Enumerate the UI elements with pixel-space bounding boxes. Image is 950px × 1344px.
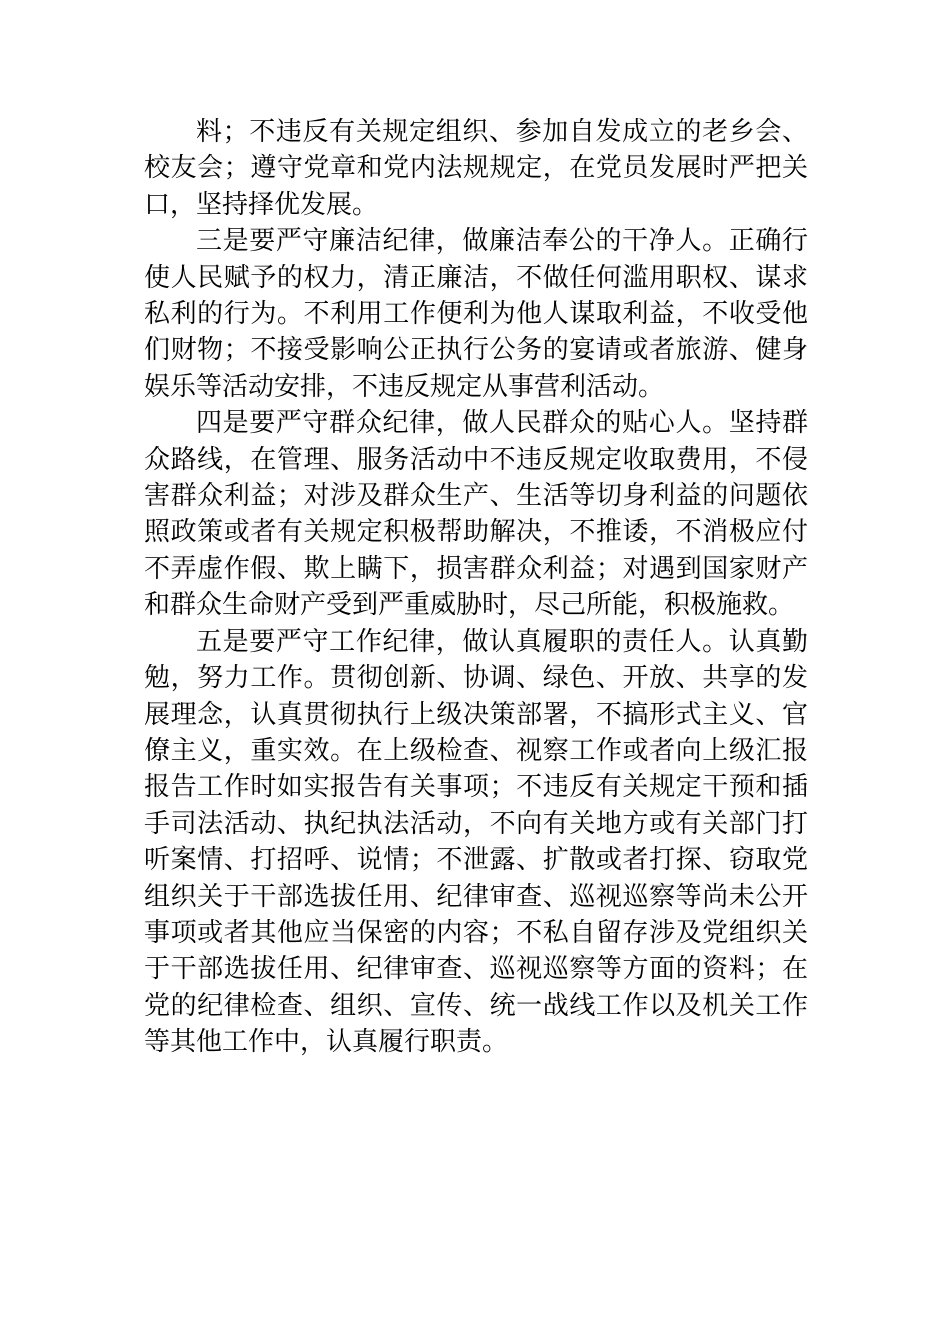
paragraph-integrity-discipline: 三是要严守廉洁纪律，做廉洁奉公的干净人。正确行使人民赋予的权力，清正廉洁，不做任何滥用职权、谋求私利的行为。不利用工作便利为他人谋取利益，不收受他们财物；不接受影响公正执行公务的宴请或者旅游、健身娱乐等活动安排，不违反规定从事营利活动。 [144,226,808,402]
paragraph-mass-discipline: 四是要严守群众纪律，做人民群众的贴心人。坚持群众路线，在管理、服务活动中不违反规定收取费用，不侵害群众利益；对涉及群众生产、生活等切身利益的问题依照政策或者有关规定积极帮助解决，不推诿，不消极应付不弄虚作假、欺上瞒下，损害群众利益；对遇到国家财产和群众生命财产受到严重威胁时，尽己所能，积极施救。 [144,408,808,621]
document-page [144,114,808,1061]
paragraph-continued: 料；不违反有关规定组织、参加自发成立的老乡会、校友会；遵守党章和党内法规规定，在党员发展时严把关口，坚持择优发展。 [144,117,808,220]
paragraph-work-discipline: 五是要严守工作纪律，做认真履职的责任人。认真勤勉，努力工作。贯彻创新、协调、绿色、开放、共享的发展理念，认真贯彻执行上级决策部署，不搞形式主义、官僚主义，重实效。在上级检查、视察工作或者向上级汇报报告工作时如实报告有关事项；不违反有关规定干预和插手司法活动、执纪执法活动，不向有关地方或有关部门打听案情、打招呼、说情；不泄露、扩散或者打探、窃取党组织关于干部选拔任用、纪律审查、巡视巡察等尚未公开事项或者其他应当保密的内容；不私自留存涉及党组织关于干部选拔任用、纪律审查、巡视巡察等方面的资料；在党的纪律检查、组织、宣传、统一战线工作以及机关工作等其他工作中，认真履行职责。 [144,626,808,1058]
